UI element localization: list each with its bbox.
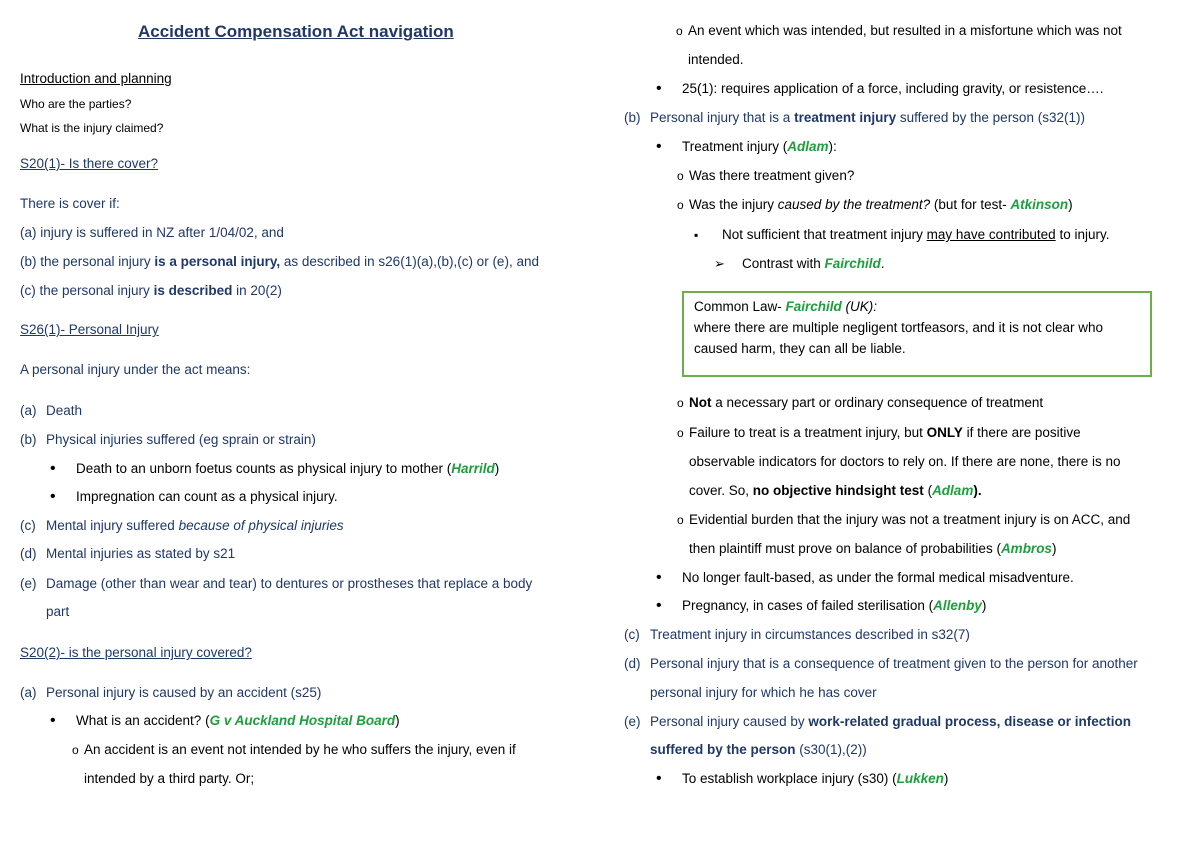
cover-condition-b: (b) the personal injury is a personal injury, as described in s26(1)(a),(b),(c) or (e), and — [20, 254, 539, 269]
case-allenby: Allenby — [933, 598, 982, 613]
common-law-note-box — [682, 291, 1152, 377]
accident-definition-2-cont: intended. — [688, 52, 744, 67]
personal-injury-intro: A personal injury under the act means: — [20, 362, 251, 377]
pi-d-label: (d) — [20, 546, 37, 561]
pi-c-label: (c) — [20, 518, 36, 533]
treatment-given-question: o Was there treatment given? — [689, 167, 854, 185]
accident-definition-1-cont: intended by a third party. Or; — [84, 771, 255, 786]
case-atkinson: Atkinson — [1010, 197, 1069, 212]
treatment-injury-bullet: • Treatment injury (Adlam): — [682, 138, 837, 156]
cov-a-text: Personal injury is caused by an accident (s25) — [46, 685, 322, 700]
pi-b-text: Physical injuries suffered (eg sprain or strain) — [46, 432, 316, 447]
pi-e-text: Damage (other than wear and tear) to dentures or prostheses that replace a body — [46, 576, 533, 591]
cov-d-text: Personal injury that is a consequence of treatment given to the person for another — [650, 656, 1138, 671]
pi-e-text-cont: part — [46, 604, 70, 619]
pi-c-text: Mental injury suffered because of physical injuries — [46, 518, 344, 533]
case-ambros: Ambros — [1000, 541, 1052, 556]
intro-question-injury: What is the injury claimed? — [20, 121, 164, 135]
cov-e-label: (e) — [624, 714, 641, 729]
pi-b-label: (b) — [20, 432, 37, 447]
pi-b-bullet-impregnation: • Impregnation can count as a physical injury. — [76, 488, 338, 506]
not-necessary-part: o Not a necessary part or ordinary consequence of treatment — [689, 394, 1043, 412]
s20-1-heading: S20(1)- Is there cover? — [20, 156, 159, 171]
caused-by-treatment-question: o Was the injury caused by the treatment? (but for test- Atkinson) — [689, 196, 1073, 214]
box-heading: Common Law- Fairchild (UK): — [694, 299, 878, 314]
pi-b-bullet-foetus: • Death to an unborn foetus counts as physical injury to mother (Harrild) — [76, 460, 499, 478]
cov-c-label: (c) — [624, 627, 640, 642]
failure-to-treat: o Failure to treat is a treatment injury, but ONLY if there are positive — [689, 424, 1081, 442]
what-is-accident-bullet: • What is an accident? (G v Auckland Hospital Board) — [76, 712, 400, 730]
cover-condition-c: (c) the personal injury is described in 20(2) — [20, 283, 282, 298]
case-g-v-auckland: G v Auckland Hospital Board — [209, 713, 396, 728]
cov-b-text: Personal injury that is a treatment injury suffered by the person (s32(1)) — [650, 110, 1085, 125]
pi-d-text: Mental injuries as stated by s21 — [46, 546, 236, 561]
failure-to-treat-cont-2: cover. So, no objective hindsight test (Adlam). — [689, 483, 982, 498]
not-sufficient-point: ▪ Not sufficient that treatment injury may have contributed to injury. — [722, 226, 1109, 244]
cov-d-text-cont: personal injury for which he has cover — [650, 685, 877, 700]
cov-a-label: (a) — [20, 685, 37, 700]
s26-heading: S26(1)- Personal Injury — [20, 322, 159, 337]
case-harrild: Harrild — [451, 461, 495, 476]
s20-2-heading: S20(2)- is the personal injury covered? — [20, 645, 252, 660]
cov-d-label: (d) — [624, 656, 641, 671]
contrast-fairchild-point: ➢ Contrast with Fairchild. — [742, 255, 885, 273]
intro-heading: Introduction and planning — [20, 71, 172, 86]
cover-condition-a: (a) injury is suffered in NZ after 1/04/02, and — [20, 225, 284, 240]
cover-intro: There is cover if: — [20, 196, 120, 211]
page-title: Accident Compensation Act navigation — [138, 22, 454, 41]
evidential-burden: o Evidential burden that the injury was not a treatment injury is on ACC, and — [689, 511, 1130, 529]
cov-b-label: (b) — [624, 110, 641, 125]
accident-definition-1: o An accident is an event not intended by he who suffers the injury, even if — [84, 741, 516, 759]
cov-c-text: Treatment injury in circumstances described in s32(7) — [650, 627, 970, 642]
s25-force-bullet: • 25(1): requires application of a force, including gravity, or resistence…. — [682, 80, 1103, 98]
pi-a-label: (a) — [20, 403, 37, 418]
cov-e-text-cont: suffered by the person (s30(1),(2)) — [650, 742, 867, 757]
case-lukken: Lukken — [896, 771, 944, 786]
evidential-burden-cont: then plaintiff must prove on balance of probabilities (Ambros) — [689, 541, 1057, 556]
accident-definition-2: o An event which was intended, but resulted in a misfortune which was not — [688, 22, 1122, 40]
case-adlam: Adlam — [787, 139, 829, 154]
failure-to-treat-cont-1: observable indicators for doctors to rely on. If there are none, there is no — [689, 454, 1121, 469]
case-fairchild: Fairchild — [824, 256, 881, 271]
box-line-3: caused harm, they can all be liable. — [694, 341, 906, 356]
pregnancy-bullet: • Pregnancy, in cases of failed sterilisation (Allenby) — [682, 597, 986, 615]
pi-a-text: Death — [46, 403, 83, 418]
cov-e-text: Personal injury caused by work-related gradual process, disease or infection — [650, 714, 1131, 729]
box-line-2: where there are multiple negligent tortfeasors, and it is not clear who — [694, 320, 1103, 335]
no-longer-fault-based: • No longer fault-based, as under the formal medical misadventure. — [682, 569, 1074, 587]
pi-e-label: (e) — [20, 576, 37, 591]
workplace-injury-bullet: • To establish workplace injury (s30) (Lukken) — [682, 770, 948, 788]
intro-question-parties: Who are the parties? — [20, 97, 132, 111]
